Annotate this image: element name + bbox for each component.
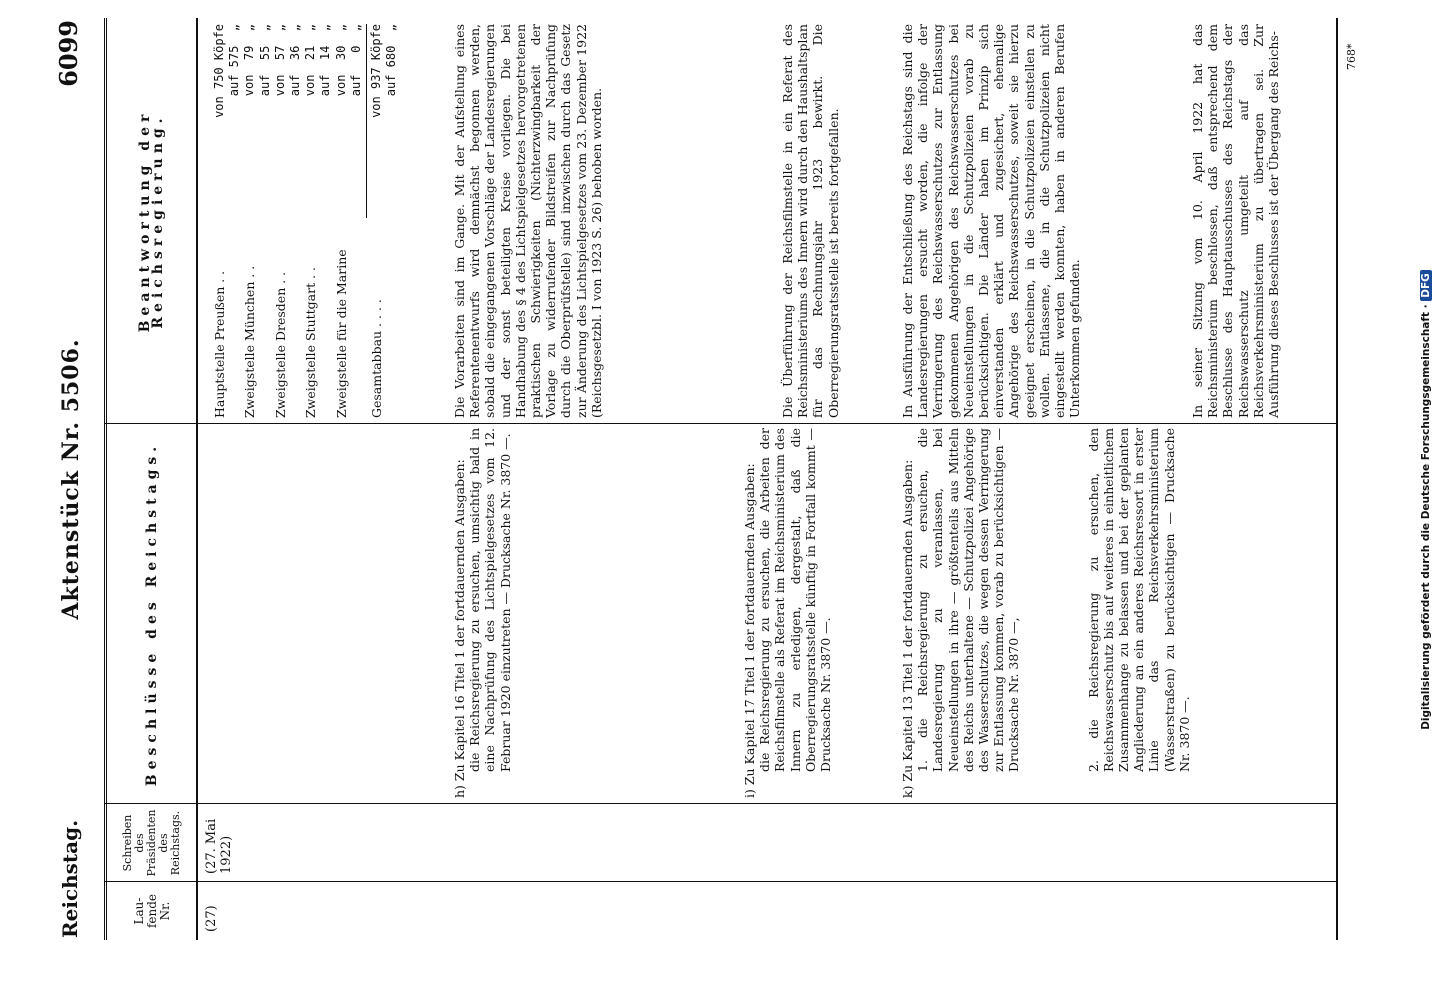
header-title: Aktenstück Nr. 5506. [58, 338, 84, 620]
page-header [50, 20, 86, 938]
header-left: Reichstag. [58, 819, 82, 938]
column-header-lfd: Lau- fende Nr. [131, 893, 172, 929]
answer-list [212, 24, 399, 418]
answer-h: Die Vorarbeiten sind im Gange. Mit der Aufstellung eines Referentenentwurfs wird demnächst begonnen werden, sobald die eingegangenen Vorschläge der Landesregierungen und der sonst beteiligten Kreise vorliegen. Die bei Handhabung des § 4 des Lichtspielgesetzes hervorgetretenen praktischen Schwierigkeiten (Nichterzwingbarkeit der Vorlage zu widerrufender Bildstreifen zur Nachprüfung durch die Oberprüfstelle) sind inzwischen durch das Gesetz zur Änderung des Lichtspielgesetzes vom 23. Dezember 1922 (Reichsgesetzbl. I von 1923 S. 26) behoben worden. [452, 24, 604, 418]
answer-i: Die Überführung der Reichsfilmstelle in ein Referat des Reichsministeriums des Innern wird durch den Haushaltsplan für das Rechnungsjahr 1923 bewirkt. Die Oberregierungsratsstelle ist bereits fortgefallen. [780, 24, 841, 418]
section-i-label: i) Zu Kapitel 17 Titel 1 der fortdauernden Ausgaben: [742, 463, 757, 798]
column-divider [104, 423, 1336, 424]
column-divider [104, 803, 1336, 804]
list-item: Hauptstelle Preußen . . von 750 Köpfe auf 575 „ [212, 24, 242, 418]
dfg-credit-text: Digitalisierung gefördert durch die Deutsche Forschungsgemeinschaft · [1420, 304, 1432, 730]
table-header-rule [196, 18, 198, 940]
answer-k2: In seiner Sitzung vom 10. April 1922 hat das Reichsministerium beschlossen, daß entsprechend dem Beschlusse des Hauptausschusses des Reichstags der Reichswasserschutz umgeteilt auf das Reichsverkehrsministerium zu übertragen sei. Zur Ausführung dieses Beschlusses ist der Übergang des Reichs- [1190, 24, 1282, 418]
list-total: Gesamtabbau . . . . von 937 Köpfe auf 680 „ [369, 24, 399, 418]
column-divider [104, 881, 1336, 882]
dfg-sidebar [1414, 0, 1434, 1000]
footer-mark: 768* [1345, 43, 1358, 70]
section-h-label: h) Zu Kapitel 16 Titel 1 der fortdauernden Ausgaben: [452, 459, 467, 798]
column-header-schreiben: Schreiben des Präsidenten des Reichstags. [121, 809, 182, 877]
row-number: (27) [204, 905, 219, 932]
table-bottom-rule [1336, 18, 1338, 940]
column-header-beantwortung: Beantwortung der Reichsregierung. [137, 109, 166, 333]
column-header-beschluesse: Beschlüsse des Reichstags. [143, 441, 160, 787]
section-k-label: k) Zu Kapitel 13 Titel 1 der fortdauernden Ausgaben: [900, 459, 915, 798]
list-item: Zweigstelle München . . von 79 „ auf 55 „ [242, 24, 272, 418]
dfg-logo: DFG [1420, 270, 1432, 301]
list-item: Zweigstelle für die Marine von 30 „ auf 0 „ [333, 24, 363, 418]
answer-k1: In Ausführung der Entschließung des Reichstags sind die Landesregierungen ersucht worden, die infolge der Verringerung des Reichswasserschutzes zur Entlassung gekommenen Angehörigen des Reichswasserschutzes bei Neueinstellungen in die Schutzpolizeien vorab zu berücksichtigen. Die Länder haben im Prinzip sich einverstanden erklärt und zugesichert, ehemalige Angehörige des Reichswasserschutzes, soweit sie hierzu geeignet erscheinen, in die Schutzpolizeien einstellen zu wollen. Entlassene, die in die Schutzpolizeien nicht eingestellt werden konnten, haben in anderen Berufen Unterkommen gefunden. [900, 24, 1083, 418]
table-top-rule [104, 18, 107, 940]
section-i [742, 428, 833, 798]
section-k [900, 428, 1192, 798]
row-date: (27. Mai 1922) [204, 818, 234, 874]
section-h-text: die Reichsregierung zu ersuchen, umsichtig bald in eine Nachprüfung des Lichtspielgesetzes vom 12. Februar 1920 einzutreten — Drucksache Nr. 3870 —. [467, 428, 513, 772]
section-i-text: die Reichsregierung zu ersuchen, die Arbeiten der Reichsfilmstelle als Referat im Reichsministerium des Innern zu erledigen, dergestalt, daß die Oberregierungsratsstelle künftig in Fortfall kommt — Drucksache Nr. 3870 —. [757, 428, 834, 772]
section-h [452, 428, 513, 798]
page-number: 6099 [54, 20, 83, 87]
sum-divider [366, 24, 367, 218]
dfg-credit [1416, 0, 1434, 1000]
section-k-item1: 1. die Reichsregierung zu ersuchen, die Landesregierung zu veranlassen, bei Neueinstellungen in ihre — größtenteils aus Mitteln des Reichs unterhaltene — Schutzpolizei Angehörige des Wasserschutzes, die wegen dessen Verringerung zur Entlassung kommen, vorab zu berücksichtigen — Drucksache Nr. 3870 —, [915, 428, 1022, 772]
list-item: Zweigstelle Stuttgart . . von 21 „ auf 14 „ [303, 24, 333, 418]
section-k-item2: 2. die Reichsregierung zu ersuchen, den Reichswasserschutz bis auf weiteres in einheitlichem Zusammenhange zu belassen und bei der geplanten Angliederung an ein anderes Reichsressort in erster Linie das Reichsverkehrsministerium (Wasserstraßen) zu berücksichtigen — Drucksache Nr. 3870 —. [1085, 428, 1192, 772]
list-item: Zweigstelle Dresden . . von 57 „ auf 36 „ [272, 24, 303, 418]
